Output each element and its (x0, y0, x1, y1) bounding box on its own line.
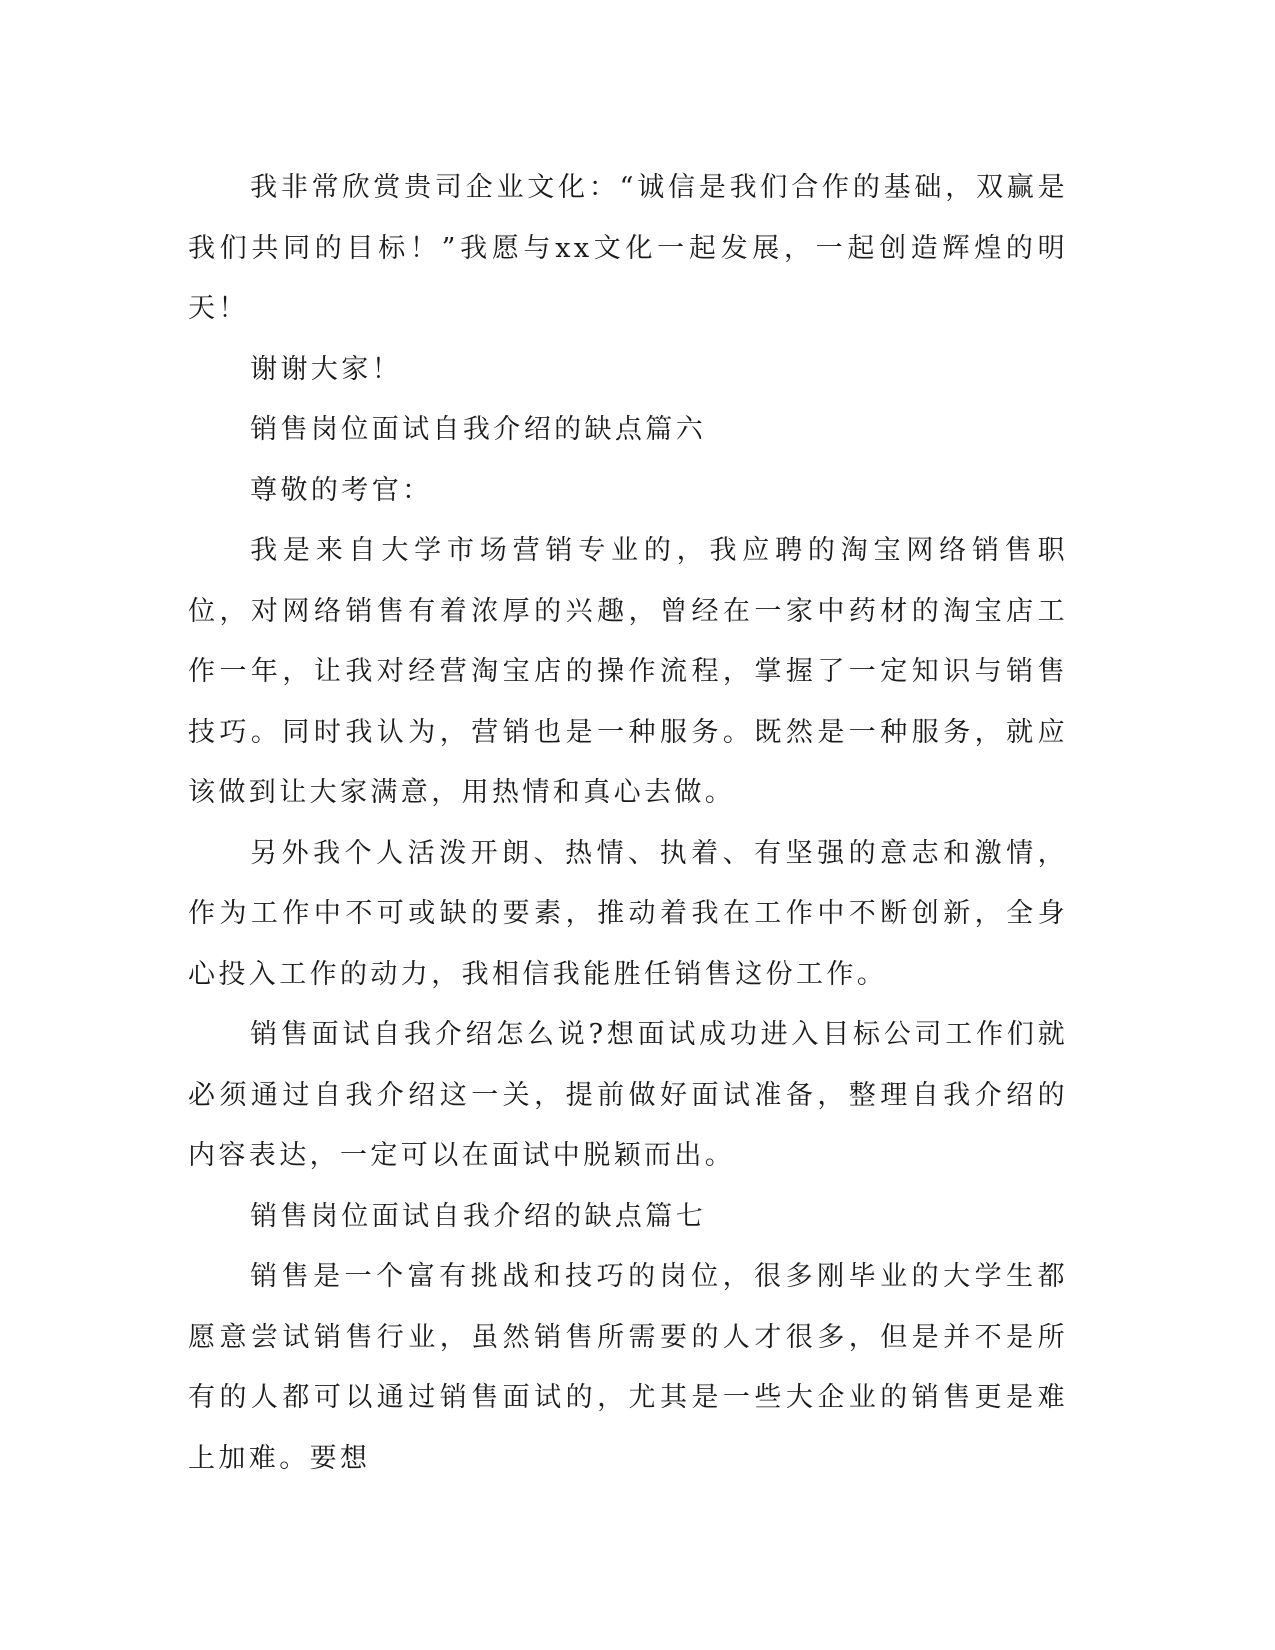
paragraph-personality: 另外我个人活泼开朗、热情、执着、有坚强的意志和激情，作为工作中不可或缺的要素，推动着我在工作中不断创新，全身心投入工作的动力，我相信我能胜任销售这份工作。 (188, 837, 1068, 990)
salutation: 尊敬的考官： (250, 474, 433, 506)
paragraph-sales-challenge: 销售是一个富有挑战和技巧的岗位，很多刚毕业的大学生都愿意尝试销售行业，虽然销售所需要的人才很多，但是并不是所有的人都可以通过销售面试的，尤其是一些大企业的销售更是难上加难。要想 (188, 1261, 1068, 1474)
paragraph-thanks: 谢谢大家！ (250, 353, 403, 385)
paragraph-company-culture: 我非常欣赏贵司企业文化：“诚信是我们合作的基础，双赢是我们共同的目标！”我愿与xx文化一起发展，一起创造辉煌的明天！ (188, 172, 1068, 324)
section-heading-six: 销售岗位面试自我介绍的缺点篇六 (250, 414, 707, 445)
document-body (188, 158, 1068, 1489)
section-heading-seven: 销售岗位面试自我介绍的缺点篇七 (250, 1200, 707, 1232)
paragraph-interview-tips: 销售面试自我介绍怎么说?想面试成功进入目标公司工作们就必须通过自我介绍这一关，提前做好面试准备，整理自我介绍的内容表达，一定可以在面试中脱颖而出。 (188, 1019, 1068, 1171)
paragraph-background: 我是来自大学市场营销专业的，我应聘的淘宝网络销售职位，对网络销售有着浓厚的兴趣，曾经在一家中药材的淘宝店工作一年，让我对经营淘宝店的操作流程，掌握了一定知识与销售技巧。同时我认为，营销也是一种服务。既然是一种服务，就应该做到让大家满意，用热情和真心去做。 (188, 535, 1068, 808)
